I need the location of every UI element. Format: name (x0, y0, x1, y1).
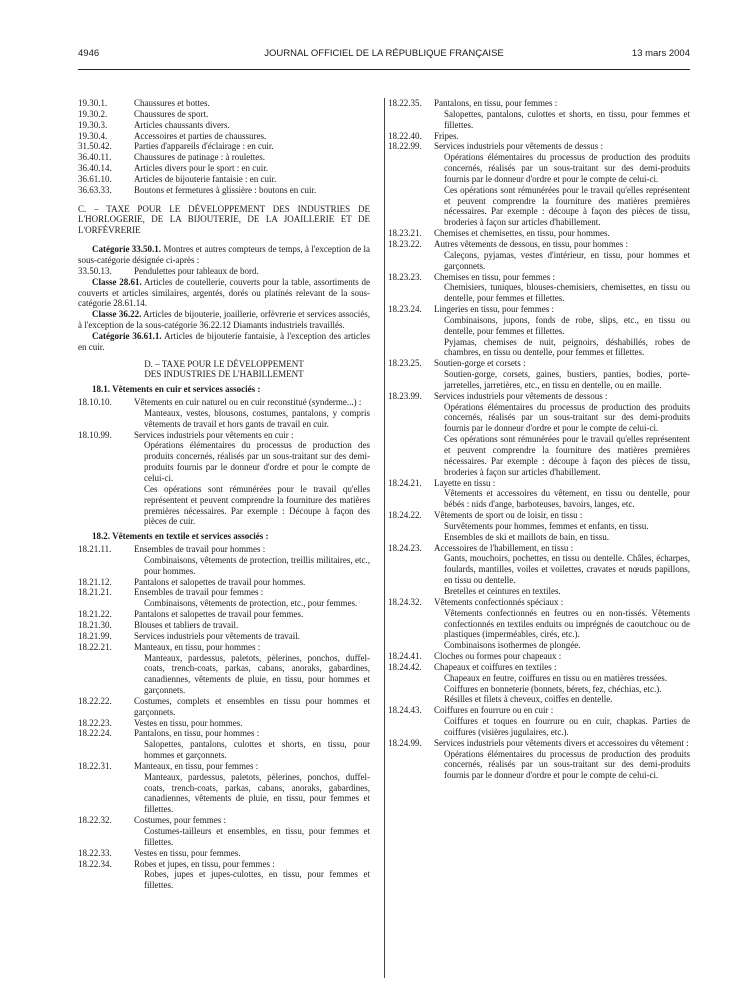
entry-detail: Coiffures en bonneterie (bonnets, bérets, fez, chéchias, etc.). (444, 683, 662, 694)
entry-detail: Manteaux, vestes, blousons, costumes, pantalons, y compris vêtements de travail et hors gants de travail en cuir. (144, 407, 370, 429)
entry-detail: Survêtements pour hommes, femmes et enfants, en tissu. (444, 520, 649, 531)
entry-code: 18.22.22. (78, 695, 112, 706)
entry-text: Services industriels pour vêtements de travail. (134, 630, 300, 641)
journal-title: JOURNAL OFFICIEL DE LA RÉPUBLIQUE FRANÇAISE (264, 48, 504, 59)
page-header (78, 48, 690, 64)
entry (78, 848, 370, 859)
entry (78, 98, 370, 109)
entry-text: Pantalons, en tissu, pour hommes : (134, 728, 260, 739)
entry (388, 705, 690, 716)
entry (78, 131, 370, 142)
entry (78, 631, 370, 642)
entry-text: Ensembles de travail pour femmes : (134, 587, 264, 598)
entry (388, 738, 690, 749)
entry-code: 18.21.30. (78, 619, 112, 630)
entry-text: Chemises et chemisettes, en tissu, pour hommes. (434, 228, 610, 239)
entry-code: 31.50.42. (78, 141, 112, 152)
entry-code: 18.22.24. (78, 728, 112, 739)
entry-detail: Combinaisons, vêtements de protection, etc., pour femmes. (144, 598, 358, 609)
entry-code: 18.22.34. (78, 858, 112, 869)
entry-detail: Opérations élémentaires du processus de production des produits concernés, réalisés par un sous-traitant sur des demi-produits fournis par le donneur d'ordre et pour le compte de celui-ci. (444, 152, 690, 184)
entry-detail: Opérations élémentaires du processus de production des produits concernés, réalisés par un sous-traitant sur des demi-produits fournis par le donneur d'ordre et pour le compte de celui-ci. (444, 748, 690, 781)
entry-detail: Résilles et filets à cheveux, coiffes en dentelle. (444, 694, 613, 705)
entry-detail: Bretelles et ceintures en textiles. (444, 585, 561, 596)
entry-code: 18.24.42. (388, 661, 422, 672)
page-number: 4946 (78, 48, 100, 59)
publication-date: 13 mars 2004 (631, 48, 690, 59)
category-33501: Catégorie 33.50.1. Montres et autres compteurs de temps, à l'exception de la sous-catégorie désignée ci-après : (78, 244, 370, 265)
entry (78, 696, 370, 718)
entry-code: 18.22.99. (388, 141, 422, 152)
entry (388, 543, 690, 554)
entry (78, 109, 370, 120)
entry-detail: Salopettes, pantalons, culottes et shorts, en tissu, pour hommes et garçonnets. (144, 739, 370, 761)
entry-code: 18.21.11. (78, 544, 112, 555)
entry-detail: Robes, jupes et jupes-culottes, en tissu, pour femmes et fillettes. (144, 869, 370, 891)
entry-detail: Chapeaux en feutre, coiffures en tissu ou en matières tressées. (444, 672, 668, 683)
entry-detail: Vêtements confectionnés en feutres ou en non-tissés. Vêtements confectionnés en textiles enduits ou imprégnés de caoutchouc ou de plastiques (imperméables, cirés, etc.). (444, 607, 690, 640)
entry (78, 577, 370, 588)
column-divider (384, 98, 385, 978)
entry-detail: Opérations élémentaires du processus de production des produits concernés, réalisés par un sous-traitant sur des demi-produits fournis par le donneur d'ordre et pour le compte de celui-ci. (444, 401, 690, 434)
entry-code: 18.24.21. (388, 477, 422, 488)
entry-text: Manteaux, en tissu, pour hommes : (134, 641, 261, 652)
entry-code: 18.22.23. (78, 717, 112, 728)
entry: 18.10.99. Services industriels pour vêtements en cuir : (78, 429, 294, 440)
entry-code: 19.30.1. (78, 98, 108, 108)
entry (388, 304, 690, 315)
entry (388, 131, 690, 142)
entry-text: Fripes. (434, 130, 459, 141)
entry-text: Vêtements de sport ou de loisir, en tissu : (434, 510, 583, 521)
entry-detail: Coiffures et toques en fourrure ou en cuir, chapkas. Parties de coiffures (visières jugulaires, etc.). (444, 716, 690, 737)
entry-detail: Combinaisons, jupons, fonds de robe, slips, etc., en tissu ou dentelle, pour femmes et fillettes. (444, 314, 690, 336)
entry-code: 18.24.99. (388, 737, 422, 748)
entry (78, 642, 370, 653)
entry-detail: Soutien-gorge, corsets, gaines, bustiers, panties, bodies, porte-jarretelles, jarretières, etc., en tissu en dentelle, ou en maille. (444, 369, 690, 390)
entry-text: Vêtements confectionnés spéciaux : (434, 596, 564, 607)
entry-text: Articles chaussants divers. (134, 119, 230, 130)
class-3622: Classe 36.22. Articles de bijouterie, joaillerie, orfèvrerie et services associés, à l'exception de la sous-catégorie 36.22.12 Diamants industriels travaillés. (78, 309, 371, 331)
entry-code: 18.24.43. (388, 705, 422, 716)
entry (388, 391, 690, 402)
entry-code: 36.61.10. (78, 173, 112, 184)
entry-text: Robes et jupes, en tissu, pour femmes : (134, 858, 275, 869)
entry-text: Chaussures de patinage : à roulettes. (134, 152, 265, 163)
entry-code: 18.23.21. (388, 228, 422, 239)
entry-detail: Ensembles de ski et maillots de bain, en tissu. (444, 531, 609, 542)
entry-detail: Ces opérations sont rémunérées pour le travail qu'elles représentent et peuvent comprendre la fourniture des matières premières nécessaires. Par exemple : découpe à façon des pièces de tissu, broderies à façon sur articles d'habillement. (444, 434, 690, 477)
entry-text: Costumes, pour femmes : (134, 815, 226, 826)
entry-text: Blouses et tabliers de travail. (134, 619, 239, 630)
entry (78, 609, 370, 620)
entry-detail: Opérations élémentaires du processus de production des produits concernés, réalisés par un sous-traitant sur des demi-produits fournis par le donneur d'ordre et pour le compte de celui-ci. (144, 440, 370, 483)
entry (78, 120, 370, 131)
entry-text: Autres vêtements de dessous, en tissu, pour hommes : (434, 238, 628, 249)
entry (78, 185, 370, 196)
entry (388, 358, 690, 369)
entry-detail: Combinaisons isothermes de plongée. (444, 640, 581, 651)
entry-code: 18.21.12. (78, 576, 112, 587)
entry-code: 19.30.4. (78, 130, 108, 141)
entry-text: Pantalons, en tissu, pour femmes : (434, 98, 558, 108)
entry-text: Soutien-gorge et corsets : (434, 358, 526, 369)
entry-detail: Manteaux, pardessus, paletots, pèlerines, ponchos, duffel-coats, trench-coats, parkas, cabans, anoraks, gabardines, canadiennes, vêtements de pluie, en tissu, pour femmes et fillettes. (144, 771, 370, 815)
entry-text: Pantalons et salopettes de travail pour femmes. (134, 609, 304, 620)
entry (78, 141, 370, 152)
entry-text: Services industriels pour vêtements divers et accessoires du vêtement : (434, 737, 689, 748)
entry: 33.50.13. Pendulettes pour tableaux de bord. (78, 265, 259, 276)
entry-text: Costumes, complets et ensembles en tissu pour hommes et garçonnets. (134, 695, 370, 717)
entry (78, 620, 370, 631)
entry (388, 141, 690, 152)
entry-text: Articles divers pour le sport : en cuir. (134, 163, 268, 174)
entry-text: Accessoires de l'habillement, en tissu : (434, 542, 574, 553)
entry-code: 18.23.23. (388, 271, 422, 282)
section-d-title-line1: D. – TAXE POUR LE DÉVELOPPEMENT (144, 358, 304, 369)
entry-code: 18.24.41. (388, 651, 422, 662)
entry-code: 18.23.25. (388, 358, 422, 369)
entry-code: 18.22.35. (388, 98, 422, 108)
entry-text: Accessoires et parties de chaussures. (134, 130, 267, 141)
entry-code: 18.22.21. (78, 641, 112, 652)
entry-detail: Costumes-tailleurs et ensembles, en tissu, pour femmes et fillettes. (144, 826, 370, 847)
entry (388, 228, 690, 239)
entry-detail: Gants, mouchoirs, pochettes, en tissu ou dentelle. Châles, écharpes, foulards, mantilles, voiles et voilettes, cravates et nœuds papillons, en tissu ou dentelle. (444, 553, 690, 586)
entry-code: 18.23.22. (388, 238, 422, 249)
entry-code: 18.21.22. (78, 609, 112, 620)
section-d-title-line2: DES INDUSTRIES DE L'HABILLEMENT (144, 369, 304, 380)
entry-text: Ensembles de travail pour hommes : (134, 544, 266, 555)
entry-text: Lingeries en tissu, pour femmes : (434, 304, 554, 315)
entry (388, 651, 690, 662)
entry (78, 728, 370, 739)
class-2861: Classe 28.61. Articles de coutellerie, couverts pour la table, assortiments de couverts et articles similaires, argentés, dorés ou platinés relevant de la sous-catégorie 28.61.14. (78, 276, 370, 309)
right-entries (388, 98, 690, 781)
entry-text: Chemises en tissu, pour femmes : (434, 271, 555, 282)
entry (78, 587, 370, 598)
entry: 18.10.10. Vêtements en cuir naturel ou en cuir reconstitué (synderme...) : (78, 397, 362, 408)
entry-detail: Ces opérations sont rémunérées pour le travail qu'elles représentent et peuvent comprendre la fourniture des matières premières nécessaires. Par exemple : Découpe à façon des pièces de cuir. (144, 483, 370, 527)
entry (78, 544, 370, 555)
entry-code: 18.22.32. (78, 815, 112, 826)
entry (78, 174, 370, 185)
entry (78, 859, 370, 870)
entry-text: Vestes en tissu, pour femmes. (134, 847, 241, 858)
entry-text: Chaussures de sport. (134, 108, 209, 119)
category-36611: Catégorie 36.61.1. Articles de bijouterie fantaisie, à l'exception des articles en cuir. (78, 330, 371, 352)
entry-detail: Manteaux, pardessus, paletots, pèlerines, ponchos, duffel-coats, trench-coats, parkas, cabans, anoraks, gabardines, canadiennes, vêtements de pluie, en tissu, pour hommes et garçonnets. (144, 652, 370, 696)
entry-code: 18.24.32. (388, 596, 422, 607)
entry-text: Vestes en tissu, pour hommes. (134, 717, 243, 728)
entry (78, 152, 370, 163)
entry-text: Layette en tissu : (434, 477, 496, 488)
entry-code: 18.22.31. (78, 760, 112, 771)
entry-detail: Chemisiers, tuniques, blouses-chemisiers, chemisettes, en tissu ou dentelle, pour femmes et fillettes. (444, 282, 690, 304)
entry-text: Boutons et fermetures à glissière : boutons en cuir. (134, 184, 317, 195)
heading-181: 18.1. Vêtements en cuir et services associés : (92, 384, 261, 395)
entry (388, 239, 690, 250)
entry-text: Coiffures en fourrure ou en cuir : (434, 705, 554, 716)
entry-code: 18.24.22. (388, 510, 422, 521)
header-rule (78, 69, 690, 70)
textile-list (78, 544, 370, 891)
entry-code: 18.22.33. (78, 847, 112, 858)
entry (388, 478, 690, 489)
entry-code: 36.40.14. (78, 163, 112, 174)
right-column (388, 98, 690, 781)
entry-code: 19.30.2. (78, 108, 108, 119)
entry-detail: Combinaisons, vêtements de protection, treillis militaires, etc., pour hommes. (144, 554, 370, 576)
heading-182: 18.2. Vêtements en textile et services associés : (92, 531, 269, 542)
entry-detail: Caleçons, pyjamas, vestes d'intérieur, en tissu, pour hommes et garçonnets. (444, 249, 690, 271)
entry-text: Services industriels pour vêtements de dessus : (434, 141, 603, 152)
entry-detail: Ces opérations sont rémunérées pour le travail qu'elles représentent et peuvent comprendre la fourniture des matières premières nécessaires. Par exemple : découpe à façon des pièces de tissu, broderies à façon sur articles d'habillement. (444, 184, 690, 228)
footwear-list (78, 98, 370, 196)
entry (388, 98, 690, 109)
entry-code: 18.24.23. (388, 542, 422, 553)
entry-detail: Pyjamas, chemises de nuit, peignoirs, déshabillés, robes de chambres, en tissu ou dentelle, pour femmes et fillettes. (444, 336, 690, 358)
left-column (78, 98, 370, 891)
entry (388, 597, 690, 608)
entry (78, 163, 370, 174)
entry-code: 18.23.24. (388, 304, 422, 315)
entry-code: 19.30.3. (78, 119, 108, 130)
entry (388, 272, 690, 283)
entry-code: 18.21.21. (78, 587, 112, 598)
entry-text: Pantalons et salopettes de travail pour hommes. (134, 576, 306, 587)
entry-text: Articles de bijouterie fantaisie : en cuir. (134, 173, 277, 184)
entry-code: 18.22.40. (388, 130, 422, 141)
entry-text: Cloches ou formes pour chapeaux : (434, 651, 562, 662)
entry-text: Manteaux, en tissu, pour femmes : (134, 760, 259, 771)
section-c-title: C. – TAXE POUR LE DÉVELOPPEMENT DES INDUSTRIES DE L'HORLOGERIE, DE LA BIJOUTERIE, DE LA JOAILLERIE ET DE L'ORFÈVRERIE (78, 203, 370, 236)
entry (78, 815, 370, 826)
entry-text: Parties d'appareils d'éclairage : en cuir. (134, 141, 274, 152)
entry-text: Chapeaux et coiffures en textiles : (434, 661, 557, 672)
entry-code: 18.21.99. (78, 630, 112, 641)
entry (78, 761, 370, 772)
entry-code: 36.63.33. (78, 184, 112, 195)
entry-code: 18.23.99. (388, 390, 422, 401)
entry (388, 662, 690, 673)
entry-detail: Vêtements et accessoires du vêtement, en tissu ou dentelle, pour bébés : nids d'ange, barboteuses, bavoirs, langes, etc. (444, 488, 690, 510)
entry (388, 510, 690, 521)
entry-code: 36.40.11. (78, 152, 112, 163)
entry-text: Services industriels pour vêtements de dessous : (434, 390, 608, 401)
entry-detail: Salopettes, pantalons, culottes et shorts, en tissu, pour femmes et fillettes. (444, 108, 690, 130)
entry (78, 718, 370, 729)
entry-text: Chaussures et bottes. (134, 98, 210, 108)
